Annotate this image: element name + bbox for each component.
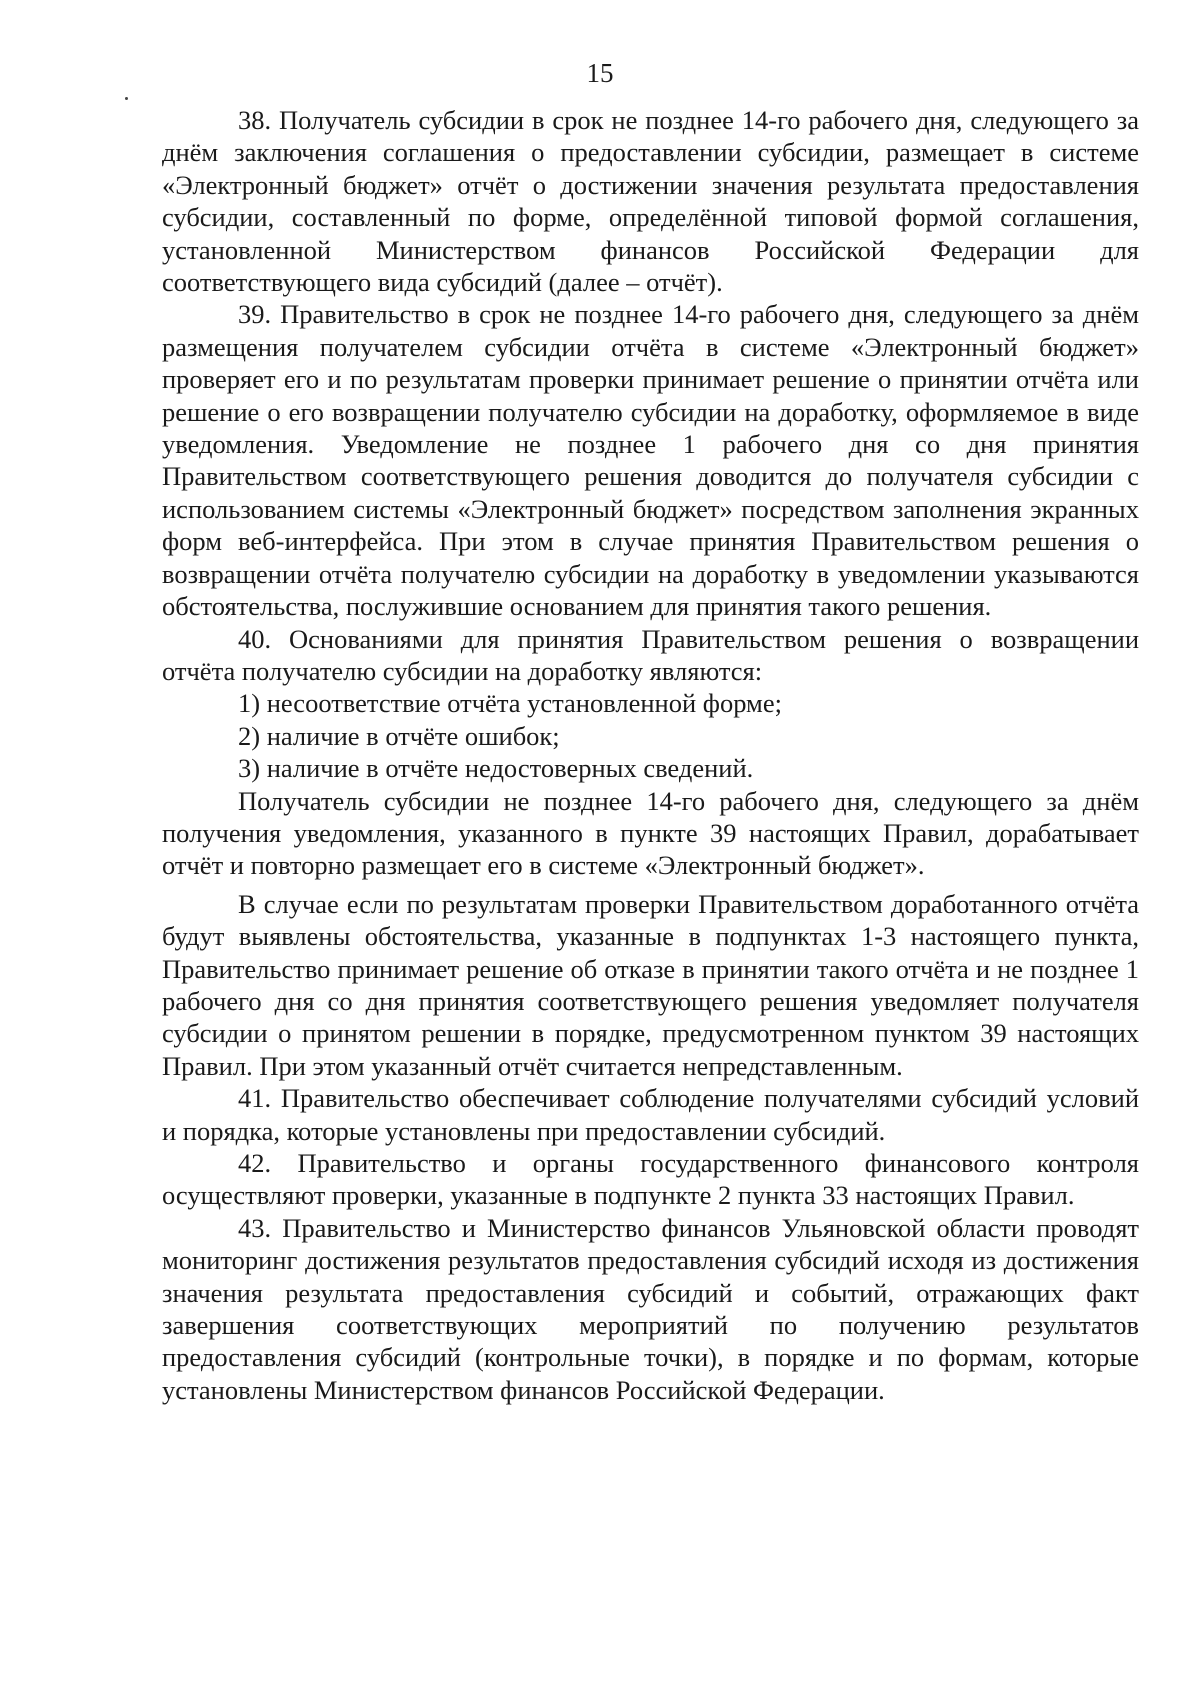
document-body xyxy=(162,104,1139,1406)
paragraph-41: 41. Правительство обеспечивает соблюдение получателями субсидий условий и порядка, которые установлены при предоставлении субсидий. xyxy=(162,1083,1139,1146)
scan-speck xyxy=(125,97,128,100)
list-item-3: 3) наличие в отчёте недостоверных сведений. xyxy=(238,753,754,784)
paragraph-43: 43. Правительство и Министерство финансов Ульяновской области проводят мониторинг достижения результатов предоставления субсидий исходя из достижения значения результата предоставления субсидий и событий, отражающих факт завершения соответствующих мероприятий по получению результатов предоставления субсидий (контрольные точки), в порядке и по формам, которые установлены Министерством финансов Российской Федерации. xyxy=(162,1212,1139,1405)
paragraph-40-refusal: В случае если по результатам проверки Правительством доработанного отчёта будут выявлены обстоятельства, указанные в подпунктах 1-3 настоящего пункта, Правительство принимает решение об отказе в принятии такого отчёта и не позднее 1 рабочего дня со дня принятия соответствующего решения уведомляет получателя субсидии о принятом решении в порядке, предусмотренном пунктом 39 настоящих Правил. При этом указанный отчёт считается непредставленным. xyxy=(162,888,1139,1081)
paragraph-40-rework: Получатель субсидии не позднее 14-го рабочего дня, следующего за днём получения уведомления, указанного в пункте 39 настоящих Правил, дорабатывает отчёт и повторно размещает его в системе «Электронный бюджет». xyxy=(162,785,1139,881)
list-item-1: 1) несоответствие отчёта установленной форме; xyxy=(238,688,782,719)
paragraph-42: 42. Правительство и органы государственного финансового контроля осуществляют проверки, указанные в подпункте 2 пункта 33 настоящих Правил. xyxy=(162,1148,1139,1211)
paragraph-39: 39. Правительство в срок не позднее 14-го рабочего дня, следующего за днём размещения получателем субсидии отчёта в системе «Электронный бюджет» проверяет его и по результатам проверки принимает решение о принятии отчёта или решение о его возвращении получателю субсидии на доработку, оформляемое в виде уведомления. Уведомление не позднее 1 рабочего дня со дня принятия Правительством соответствующего решения доводится до получателя субсидии с использованием системы «Электронный бюджет» посредством заполнения экранных форм веб-интерфейса. При этом в случае принятия Правительством решения о возвращении отчёта получателю субсидии на доработку в уведомлении указываются обстоятельства, послужившие основанием для принятия такого решения. xyxy=(162,299,1139,622)
page-number: 15 xyxy=(586,58,614,88)
paragraph-38: 38. Получатель субсидии в срок не позднее 14-го рабочего дня, следующего за днём заключения соглашения о предоставлении субсидии, размещает в системе «Электронный бюджет» отчёт о достижении значения результата предоставления субсидии, составленный по форме, определённой типовой формой соглашения, установленной Министерством финансов Российской Федерации для соответствующего вида субсидий (далее – отчёт). xyxy=(162,105,1139,298)
list-item-2: 2) наличие в отчёте ошибок; xyxy=(238,720,560,751)
paragraph-40: 40. Основаниями для принятия Правительством решения о возвращении отчёта получателю субсидии на доработку являются: xyxy=(162,623,1139,686)
